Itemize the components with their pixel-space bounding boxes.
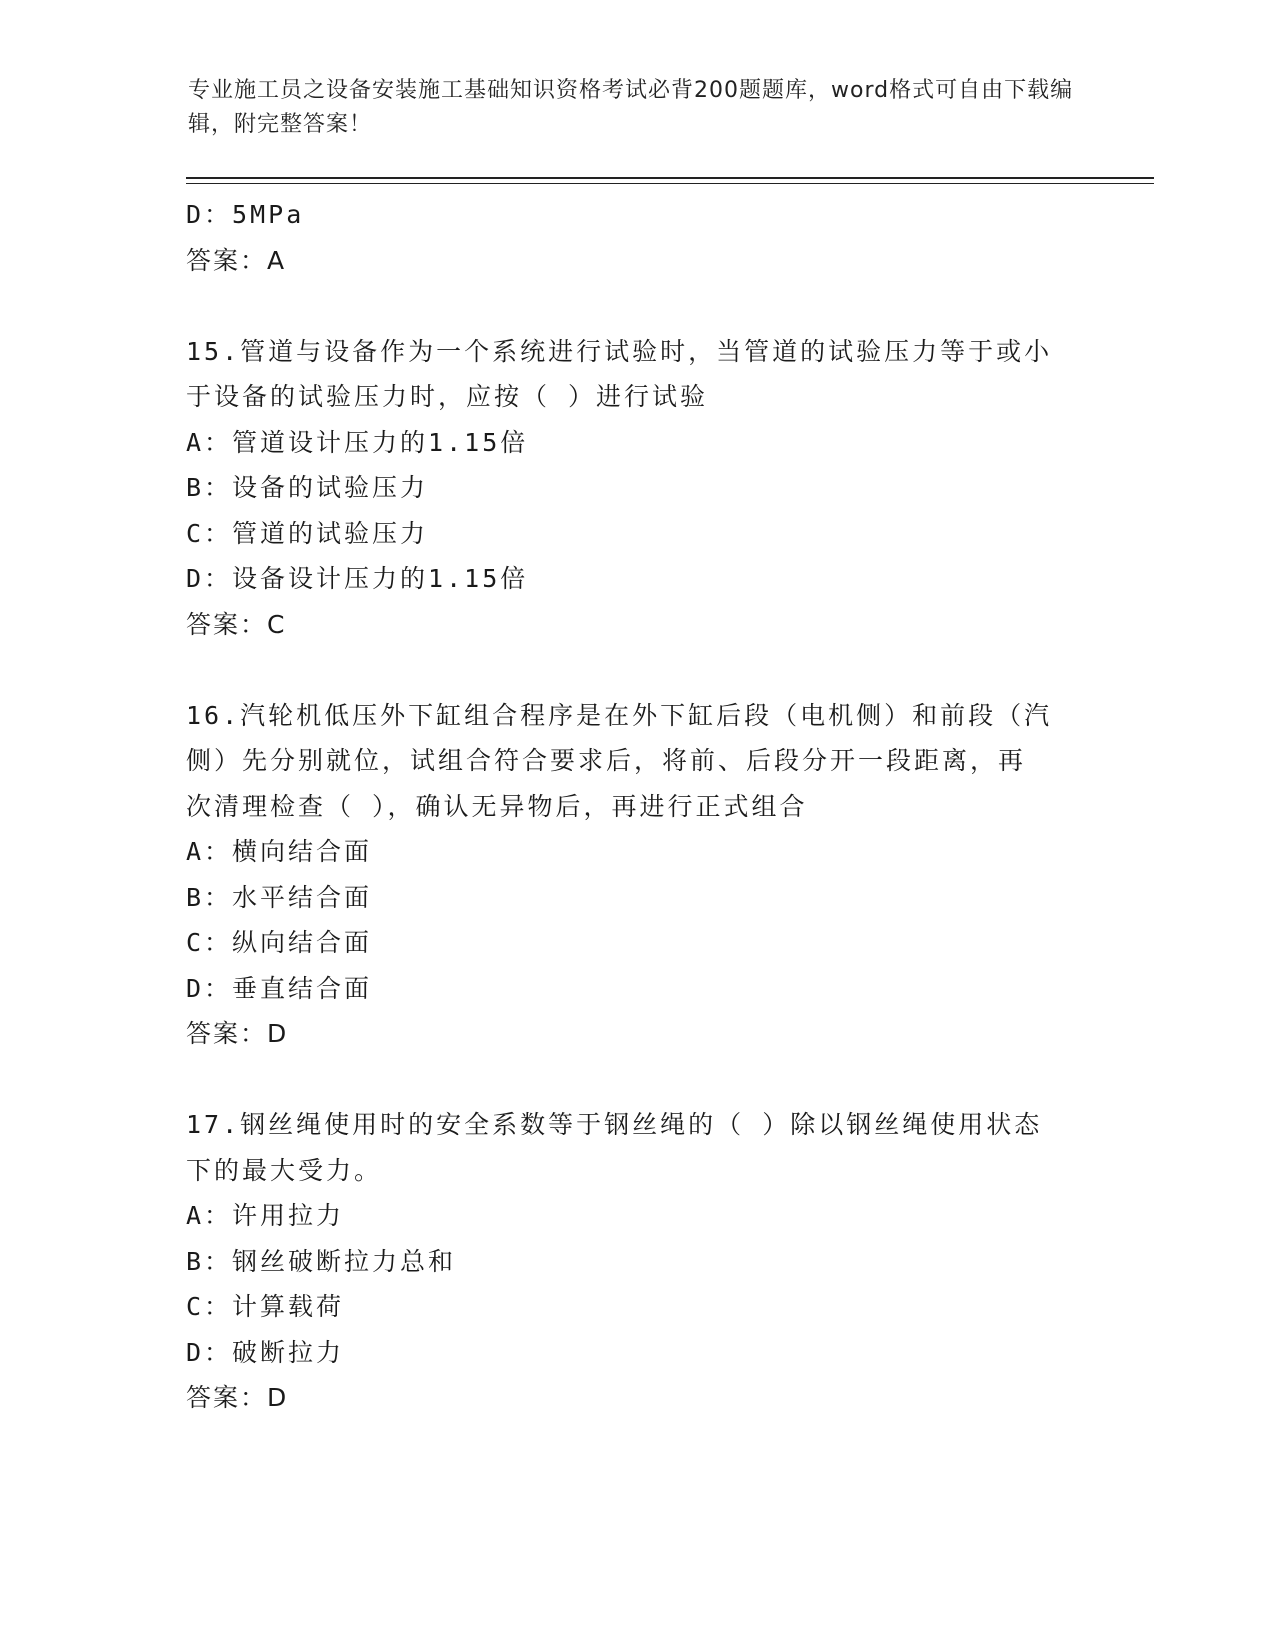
option-d: D：垂直结合面 (186, 973, 373, 1003)
question-15 (186, 329, 1076, 648)
option-a: A：管道设计压力的1.15倍 (186, 427, 529, 457)
question-stem-line: 于设备的试验压力时，应按（ ）进行试验 (186, 382, 709, 411)
option-a: A：许用拉力 (186, 1201, 345, 1230)
option-c: C：管道的试验压力 (186, 518, 429, 548)
option-b: B：钢丝破断拉力总和 (186, 1246, 457, 1276)
document-header: 专业施工员之设备安装施工基础知识资格考试必背200题题库，word格式可自由下载编辑，附完整答案！ (188, 78, 1074, 137)
option-b: B：设备的试验压力 (186, 473, 429, 502)
answer: 答案：D (186, 1383, 289, 1412)
spacer (186, 283, 1076, 329)
question-16 (186, 693, 1076, 1057)
option-d: D：设备设计压力的1.15倍 (186, 564, 529, 593)
question-stem-line: 下的最大受力。 (186, 1155, 383, 1185)
option-b: B：水平结合面 (186, 882, 373, 912)
spacer (186, 1057, 1076, 1103)
header-rule-thin (186, 183, 1154, 184)
question-stem-line: 17.钢丝绳使用时的安全系数等于钢丝绳的（ ）除以钢丝绳使用状态 (186, 1110, 1043, 1139)
question-stem-line: 侧）先分别就位，试组合符合要求后，将前、后段分开一段距离，再 (186, 746, 1027, 775)
spacer (186, 647, 1076, 693)
option-a: A：横向结合面 (186, 837, 373, 866)
answer: 答案：D (186, 1019, 289, 1048)
previous-option-d: D：5MPa (186, 200, 305, 229)
option-d: D：破断拉力 (186, 1337, 345, 1367)
option-c: C：计算载荷 (186, 1292, 345, 1321)
option-c: C：纵向结合面 (186, 928, 373, 957)
previous-answer: 答案：A (186, 245, 287, 275)
question-stem-line: 16.汽轮机低压外下缸组合程序是在外下缸后段（电机侧）和前段（汽 (186, 700, 1053, 730)
question-17 (186, 1102, 1076, 1421)
question-stem-line: 次清理检查（ ），确认无异物后，再进行正式组合 (186, 791, 808, 821)
question-stem-line: 15.管道与设备作为一个系统进行试验时，当管道的试验压力等于或小 (186, 336, 1053, 366)
header-rule-thick (186, 177, 1154, 179)
answer: 答案：C (186, 609, 287, 639)
question-content (186, 192, 1076, 1421)
